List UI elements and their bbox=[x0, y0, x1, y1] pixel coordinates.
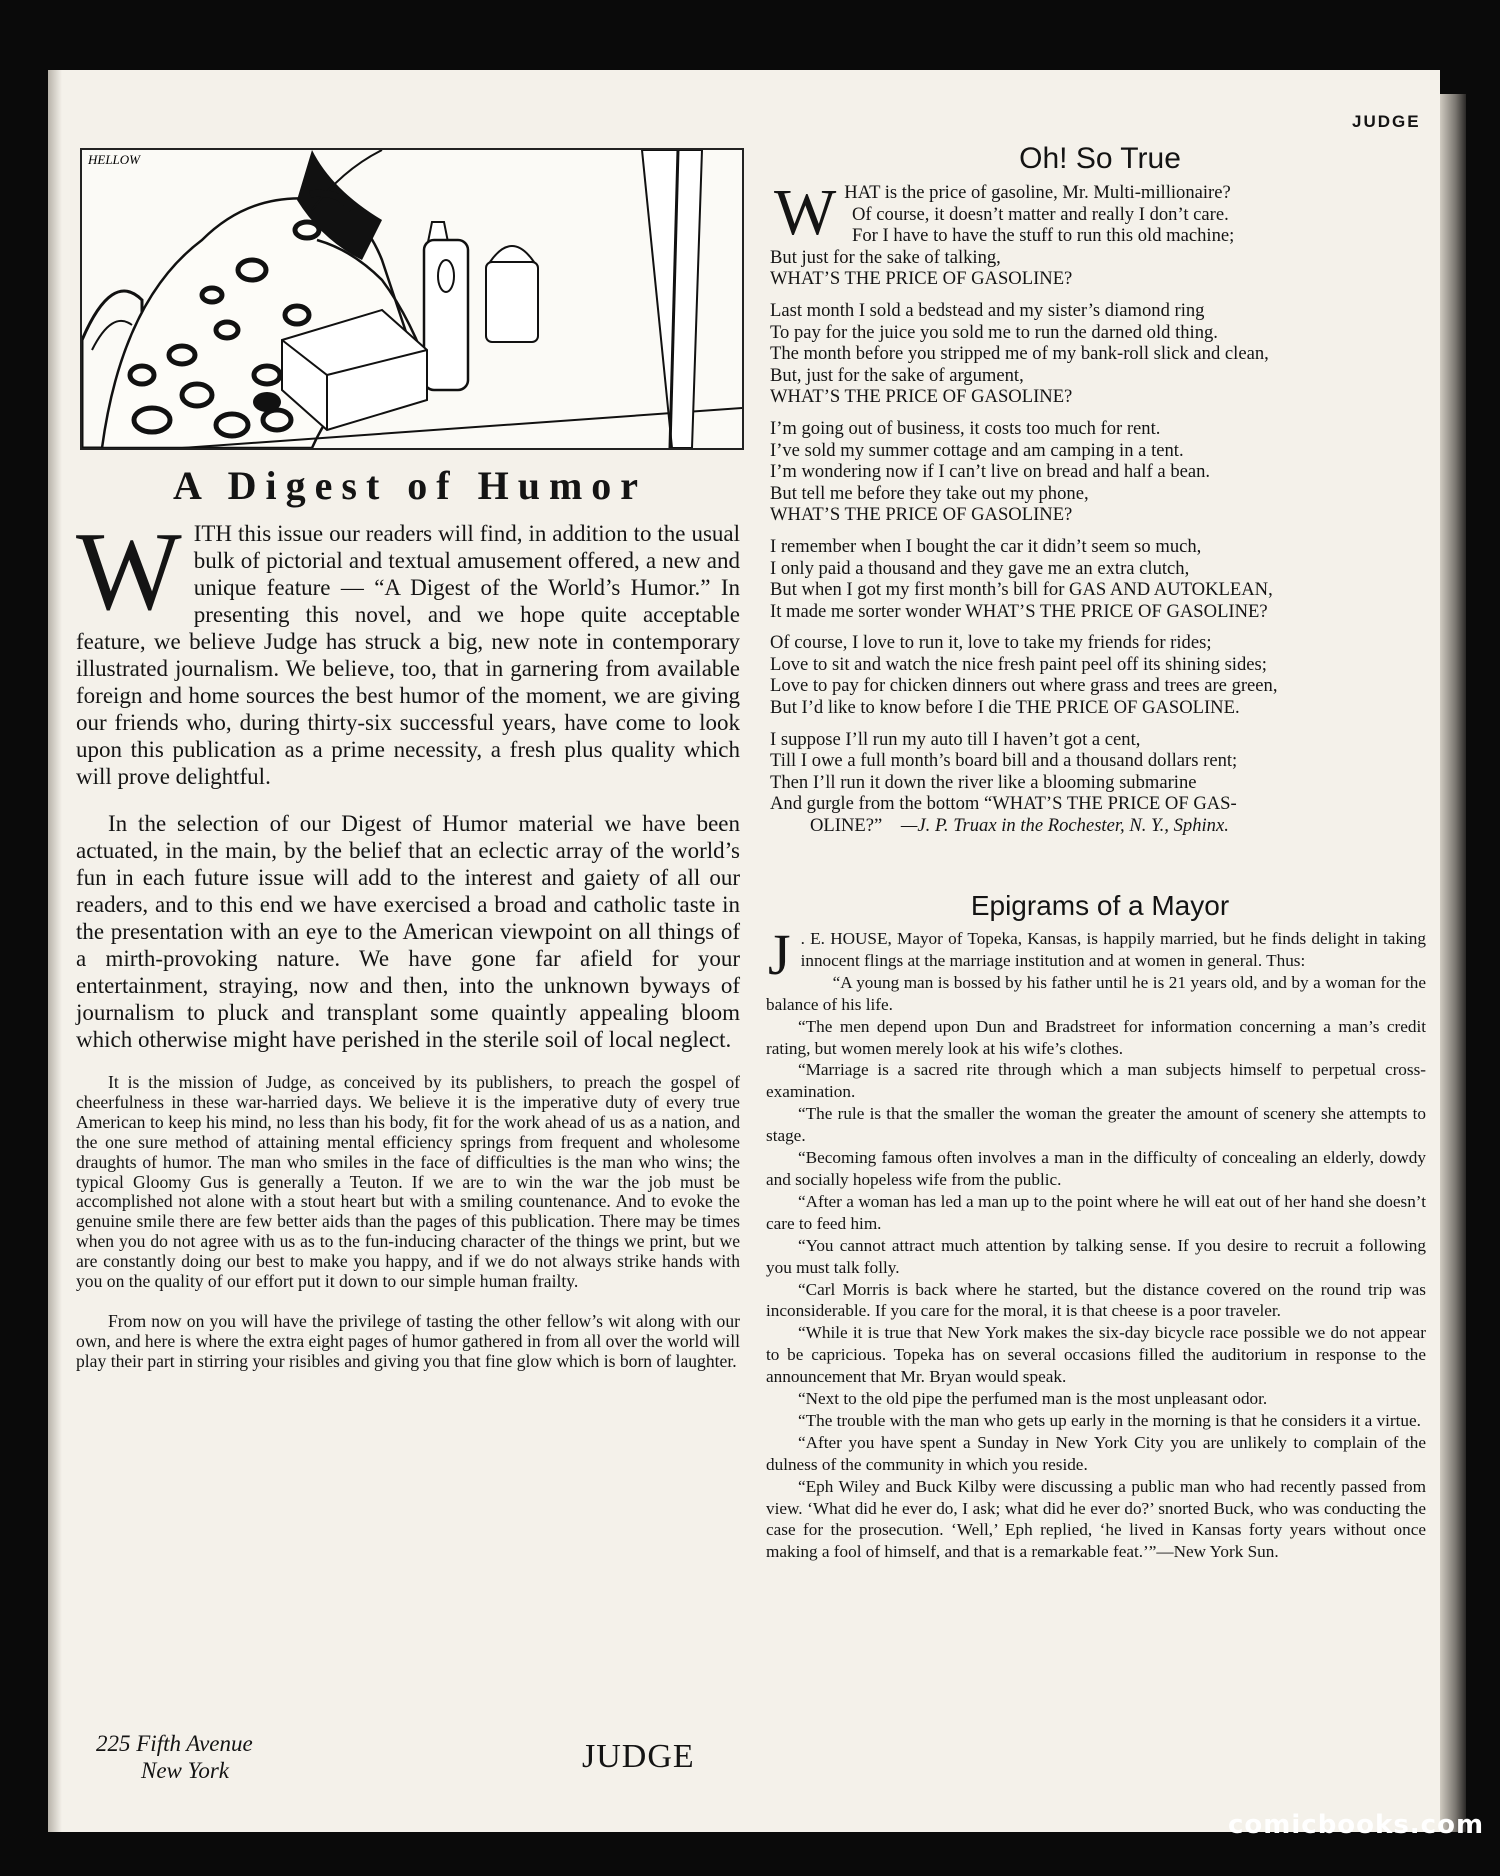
poem-stanza bbox=[770, 729, 1434, 837]
poem-line: But, just for the sake of argument, bbox=[770, 364, 1024, 386]
poem-stanza bbox=[770, 632, 1434, 718]
poem-line: Of course, I love to run it, love to take my friends for rides; bbox=[770, 632, 1212, 654]
poem-stanza bbox=[770, 300, 1434, 408]
poem-line: Then I’ll run it down the river like a blooming submarine bbox=[770, 771, 1197, 793]
poem-dropcap: W bbox=[774, 176, 837, 249]
epigram-item: “The trouble with the man who gets up early in the morning is that he considers it a virtue. bbox=[798, 1410, 1421, 1430]
poem-line: Last month I sold a bedstead and my sister’s diamond ring bbox=[770, 299, 1205, 321]
poem-line: I’m wondering now if I can’t live on bread and half a bean. bbox=[770, 461, 1211, 483]
epigram-item: “After you have spent a Sunday in New York City you are unlikely to complain of the dulness of the community in which you reside. bbox=[766, 1432, 1426, 1474]
poem-line: But tell me before they take out my phone, bbox=[770, 482, 1089, 504]
poem-line: I’ve sold my summer cottage and am camping in a tent. bbox=[770, 439, 1184, 461]
epigram-item: “Next to the old pipe the perfumed man is the most unpleasant odor. bbox=[798, 1389, 1268, 1409]
digest-paragraph-4: From now on you will have the privilege of tasting the other fellow’s wit along with our own, and here is where the extra eight pages of humor gathered in from all over the world will play their part in stirring your risibles and giving you that fine glow which is born of laughter. bbox=[76, 1310, 740, 1371]
digest-paragraph-2: In the selection of our Digest of Humor material we have been actuated, in the main, by the belief that an eclectic array of the world’s fun in each future issue will add to the interest and gaiety of all our readers, and to this end we have exercised a broad and catholic taste in the presentation with an eye to the American viewpoint on all things of a mirth-provoking nature. We have gone far afield for your entertainment, straying, now and then, into the unknown byways of journalism to pluck and transplant some quaintly appealing bloom which otherwise might have perished in the sterile soil of local neglect. bbox=[76, 811, 740, 1052]
epigram-item: “Eph Wiley and Buck Kilby were discussing a public man who had recently passed from view. ‘What did he ever do, I ask; what did he ever do?’ snorted Buck, who was conducting the case for the prosecution. ‘Well,’ Eph replied, ‘he lived in Kansas forty years without once making a fool of himself, and that is a remarkable feat.’”—New York Sun. bbox=[766, 1476, 1426, 1562]
epigrams-title: Epigrams of a Mayor bbox=[970, 890, 1230, 921]
poem-title: Oh! So True bbox=[1019, 142, 1181, 175]
address-line-1: 225 Fifth Avenue bbox=[96, 1731, 253, 1756]
poem-line: I suppose I’ll run my auto till I haven’t got a cent, bbox=[770, 728, 1141, 750]
epigram-item: “Carl Morris is back where he started, but the distance covered on the round trip was inconsiderable. If you care for the moral, it is that cheese is a poor traveler. bbox=[766, 1279, 1426, 1321]
poem-line: WHAT’S THE PRICE OF GASOLINE? bbox=[770, 386, 1073, 408]
epigram-item: “Marriage is a sacred rite through which a man subjects himself to perpetual cross-examination. bbox=[766, 1060, 1426, 1102]
running-head: JUDGE bbox=[1352, 112, 1421, 131]
epigram-item: “The rule is that the smaller the woman the greater the amount of scenery she attempts to stage. bbox=[766, 1104, 1426, 1146]
poem-line: But just for the sake of talking, bbox=[770, 246, 1001, 268]
site-watermark: comicbooks.com bbox=[1228, 1810, 1485, 1840]
poem-line: It made me sorter wonder WHAT’S THE PRICE OF GASOLINE? bbox=[770, 600, 1268, 622]
poem-line: Of course, it doesn’t matter and really I don’t care. bbox=[852, 203, 1229, 225]
epigrams-body bbox=[766, 922, 1426, 1563]
epigrams-intro bbox=[766, 922, 1426, 987]
epigram-item: “After a woman has led a man up to the point where he will eat out of her hand she doesn’t care to feed him. bbox=[766, 1191, 1426, 1233]
poem-line: For I have to have the stuff to run this old machine; bbox=[852, 225, 1235, 247]
digest-para1-text: ITH this issue our readers will find, in addition to the usual bulk of pictorial and textual amusement offered, a new and unique feature — “A Digest of the World’s Humor.” In presenting this novel, and we hope quite acceptable feature, we believe Judge has struck a big, new note in contemporary illustrated journalism. We believe, too, that in garnering from available foreign and home sources the best humor of the moment, we are giving our friends who, during thirty-six successful years, have come to look upon this publication as a prime necessity, a fresh plus quality which will prove delightful. bbox=[76, 521, 740, 789]
poem-line: WHAT’S THE PRICE OF GASOLINE? bbox=[770, 504, 1073, 526]
judge-logo: JUDGE bbox=[582, 1738, 695, 1775]
poem-last-line bbox=[770, 815, 1434, 837]
epigrams-dropcap: J bbox=[768, 922, 791, 987]
epigram-item: “Becoming famous often involves a man in the difficulty of concealing an elderly, dowdy and socially hopeless wife from the public. bbox=[766, 1148, 1426, 1189]
epigram-item: “A young man is bossed by his father until he is 21 years old, and by a woman for the balance of his life. bbox=[766, 972, 1426, 1014]
artist-signature: HELLOW bbox=[88, 152, 141, 167]
epigram-item: “The men depend upon Dun and Bradstreet for information concerning a man’s credit rating, but women merely look at his wife’s clothes. bbox=[766, 1016, 1426, 1058]
vanity-drawing bbox=[82, 150, 742, 448]
poem-stanza bbox=[770, 536, 1434, 622]
digest-article-body bbox=[76, 510, 740, 1372]
poem-line: I’m going out of business, it costs too much for rent. bbox=[770, 417, 1161, 439]
poem-line: Till I owe a full month’s board bill and a thousand dollars rent; bbox=[770, 750, 1238, 772]
poem-line: I remember when I bought the car it didn’t seem so much, bbox=[770, 535, 1202, 557]
digest-paragraph-1 bbox=[76, 510, 740, 790]
poem-stanza bbox=[770, 418, 1434, 526]
poem-line: But when I got my first month’s bill for GAS AND AUTOKLEAN, bbox=[770, 579, 1273, 601]
poem-line: But I’d like to know before I die THE PRICE OF GASOLINE. bbox=[770, 697, 1240, 719]
epigram-item: “While it is true that New York makes the six-day bicycle race possible we do not appear to be capricious. Topeka has on several occasions filled the auditorium in response to the announcement that Mr. Bryan would speak. bbox=[766, 1323, 1426, 1387]
poem-line: I only paid a thousand and they gave me an extra clutch, bbox=[770, 557, 1190, 579]
poem-line: HAT is the price of gasoline, Mr. Multi-millionaire? bbox=[844, 182, 1231, 203]
poem-line: And gurgle from the bottom “WHAT’S THE PRICE OF GAS- bbox=[770, 793, 1237, 815]
illustration-woman-at-vanity bbox=[80, 148, 744, 450]
address-line-2: New York bbox=[141, 1758, 229, 1783]
epigrams-intro-text: . E. HOUSE, Mayor of Topeka, Kansas, is happily married, but he finds delight in taking innocent flings at the marriage institution and at women in general. Thus: bbox=[800, 929, 1426, 970]
epigram-item: “You cannot attract much attention by talking sense. If you desire to recruit a following you must talk folly. bbox=[766, 1235, 1426, 1277]
poem-line: WHAT’S THE PRICE OF GASOLINE? bbox=[770, 268, 1073, 290]
poem-credit: —J. P. Truax in the Rochester, N. Y., Sphinx. bbox=[900, 815, 1229, 837]
article-title-digest-of-humor: A Digest of Humor bbox=[172, 463, 648, 508]
poem-body bbox=[770, 176, 1434, 847]
publisher-address bbox=[96, 1730, 253, 1784]
poem-line: To pay for the juice you sold me to run the darned old thing. bbox=[770, 321, 1218, 343]
poem-stanza bbox=[770, 176, 1434, 290]
page-gutter-shadow bbox=[48, 70, 62, 1832]
poem-last-line-text: OLINE?” bbox=[810, 815, 883, 837]
poem-line: The month before you stripped me of my bank-roll slick and clean, bbox=[770, 343, 1269, 365]
poem-line: Love to pay for chicken dinners out where grass and trees are green, bbox=[770, 675, 1278, 697]
digest-paragraph-3: It is the mission of Judge, as conceived by its publishers, to preach the gospel of cheerfulness in these war-harried days. We believe it is the imperative duty of every true American to keep his mind, no less than his body, fit for the work ahead of us as a nation, and the one sure method of attaining mental efficiency springs from frequent and wholesome draughts of humor. The man who smiles in the face of difficulties is the man who wins; the typical Gloomy Gus is generally a Teuton. If we are to win the war the job must be accomplished not alone with a stout heart but with a smiling countenance. And to evoke the genuine smile there are few better aids than the pages of this publication. There may be times when you do not agree with us as to the fun-inducing character of the things we print, but we are constantly doing our best to make you happy, and if we do not always strike hands with you on the quality of our effort put it down to our simple human frailty. bbox=[76, 1072, 740, 1292]
digest-dropcap: W bbox=[76, 510, 182, 634]
page-spine-shadow bbox=[1440, 94, 1466, 1832]
poem-line: Love to sit and watch the nice fresh paint peel off its shining sides; bbox=[770, 653, 1267, 675]
